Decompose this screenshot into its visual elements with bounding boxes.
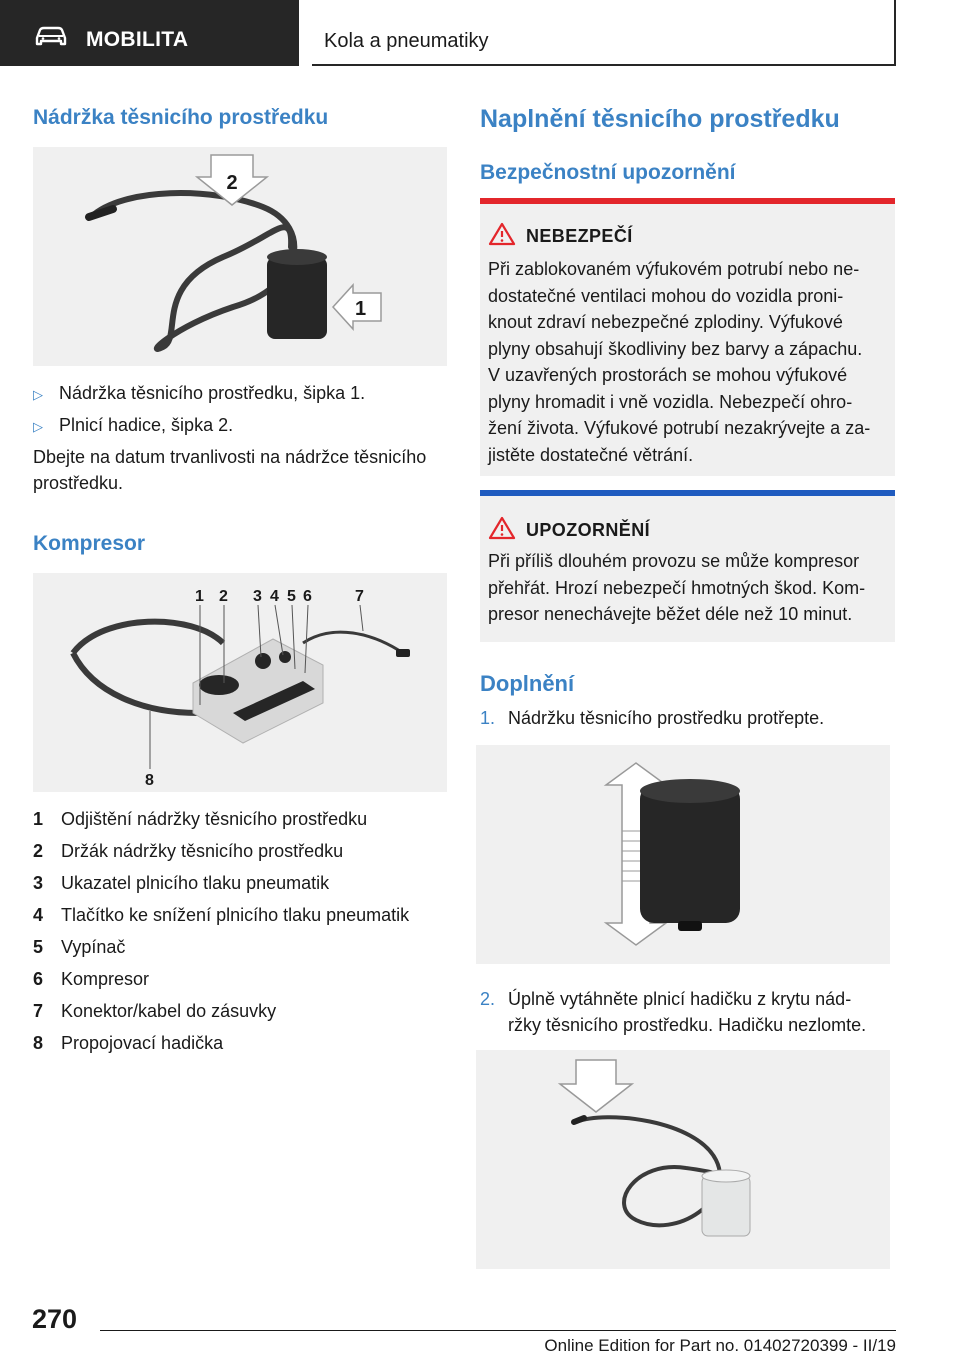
header-section-tab: [0, 0, 299, 66]
caution-title: UPOZORNĚNÍ: [526, 520, 651, 540]
triangle-bullet-icon: ▷: [33, 419, 43, 434]
fig2-label: 1: [195, 588, 204, 605]
footer-edition: Online Edition for Part no. 01402720399 - II/19: [544, 1336, 896, 1355]
fig2-label: 8: [145, 772, 154, 789]
triangle-bullet-icon: ▷: [33, 387, 43, 402]
legend-row: 6 Kompresor: [33, 969, 150, 989]
figure-shake-bottle: [476, 745, 890, 964]
heading-filling-sealant: Naplnění těsnicího prostředku: [480, 105, 840, 133]
list-item: ▷ Nádržka těsnicího prostředku, šipka 1.: [33, 380, 365, 408]
note-line: Dbejte na datum trvanlivosti na nádržce těsnicího: [33, 447, 427, 467]
legend-row: 4 Tlačítko ke snížení plnicího tlaku pneumatik: [33, 905, 410, 925]
figure-compressor: [33, 573, 447, 792]
page-number: 270: [32, 1304, 78, 1334]
fig2-label: 3: [253, 588, 262, 605]
legend-row: 8 Propojovací hadička: [33, 1033, 224, 1053]
fig2-label: 4: [270, 588, 279, 605]
fig2-label: 6: [303, 588, 312, 605]
legend-row: 1 Odjištění nádržky těsnicího prostředku: [33, 809, 368, 829]
danger-notice: [480, 198, 895, 476]
fig1-label-1: 1: [355, 298, 367, 320]
heading-compressor: Kompresor: [33, 532, 146, 555]
step-2-continued: ržky těsnicího prostředku. Hadičku nezlomte.: [508, 1015, 867, 1035]
note-line: prostředku.: [33, 473, 124, 493]
legend-row: 3 Ukazatel plnicího tlaku pneumatik: [33, 873, 330, 893]
fig1-label-2: 2: [226, 172, 238, 194]
heading-sealant-bottle: Nádržka těsnicího prostředku: [33, 106, 329, 129]
chapter-title: Kola a pneumatiky: [324, 30, 489, 52]
danger-title: NEBEZPEČÍ: [526, 226, 633, 246]
warning-triangle-icon: [488, 516, 516, 540]
fig2-label: 2: [219, 588, 228, 605]
caution-text: Při příliš dlouhém provozu se může kompresor přehřát. Hrozí nebezpečí hmotných škod. Kom- presor nenechávejte běžet déle než 10 minut.: [488, 551, 866, 624]
list-item: ▷ Plnicí hadice, šipka 2.: [33, 412, 233, 440]
figure-pull-hose: [476, 1050, 890, 1269]
heading-refill: Doplnění: [480, 671, 575, 696]
danger-bar: [480, 198, 895, 204]
footer-divider: [100, 1330, 896, 1331]
caution-bar: [480, 490, 895, 496]
step-2: 2. Úplně vytáhněte plnicí hadičku z krytu nád-: [480, 989, 852, 1009]
header-chapter-box: [312, 0, 896, 66]
legend-row: 7 Konektor/kabel do zásuvky: [33, 1001, 277, 1021]
legend-row: 2 Držák nádržky těsnicího prostředku: [33, 841, 344, 861]
car-icon: [34, 26, 68, 46]
step-1: 1. Nádržku těsnicího prostředku protřepte.: [480, 708, 825, 728]
heading-safety-notes: Bezpečnostní upozornění: [480, 161, 736, 184]
figure-sealant-bottle: [33, 147, 447, 366]
section-title: MOBILITA: [86, 28, 189, 51]
danger-text: Při zablokovaném výfukovém potrubí nebo ne- dostatečné ventilaci mohou do vozidla proni- knout zdraví nebezpečné zplodiny. Výfukové plyny obsahují škodliviny bez barvy a zápachu. V uzavřených prostorách se mohou výfukové plyny hromadit i vně vozidla. Nebezpečí ohro- žení života. Výfukové potrubí nezakrývejte a za- jistěte dostatečné větrání.: [488, 259, 871, 465]
fig2-label: 5: [287, 588, 296, 605]
caution-notice: [480, 490, 895, 642]
warning-triangle-icon: [488, 222, 516, 246]
legend-row: 5 Vypínač: [33, 937, 126, 957]
fig2-label: 7: [355, 588, 364, 605]
